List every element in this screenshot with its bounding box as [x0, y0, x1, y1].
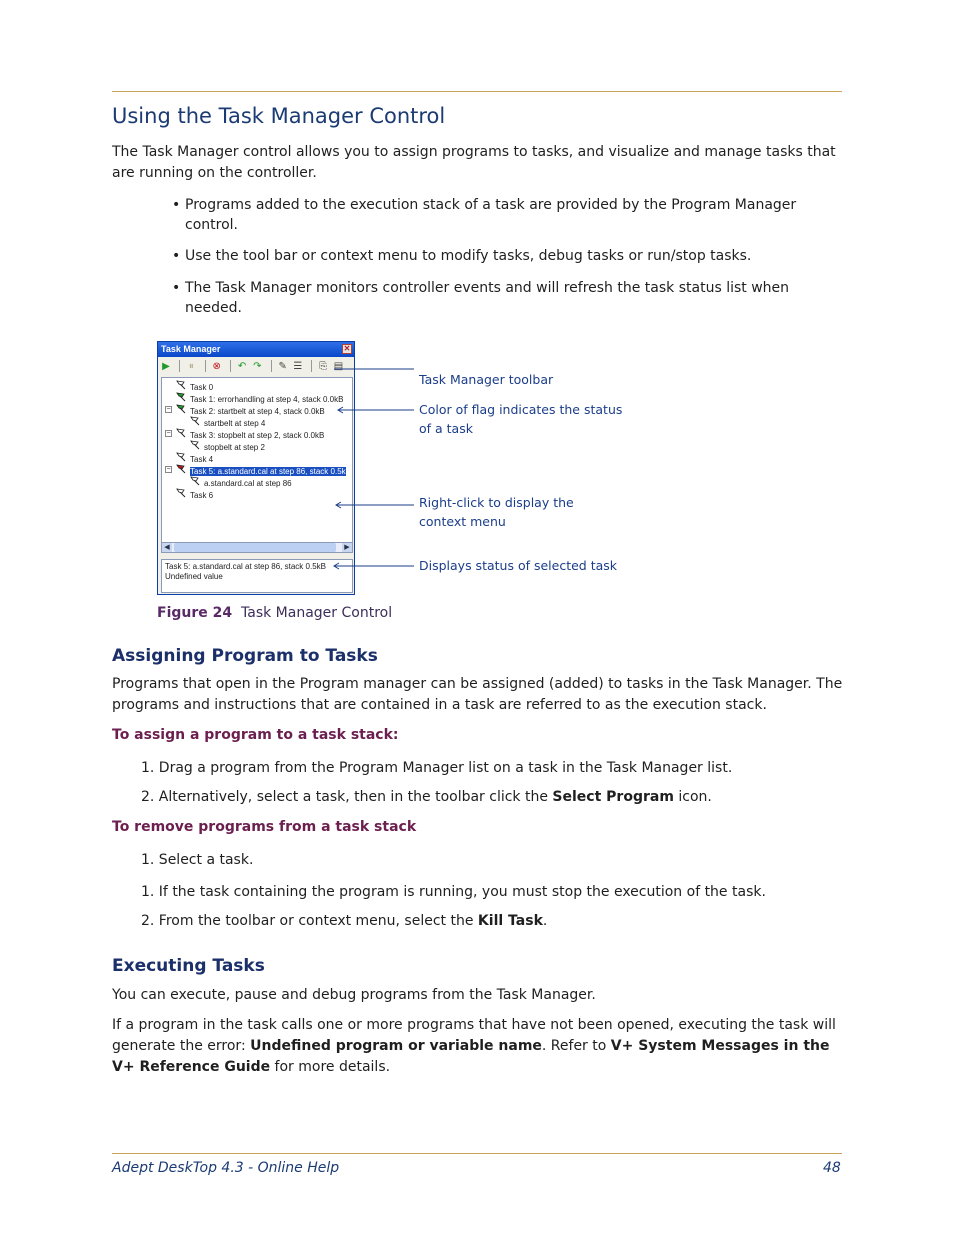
flag-icon	[176, 488, 188, 501]
body-text: If a program in the task calls one or more programs that have not been opened, executing the task will generate the error:	[112, 1017, 836, 1054]
step-item	[141, 787, 712, 807]
task-list-icon[interactable]: ☰	[293, 361, 303, 372]
figure-caption	[157, 605, 392, 621]
step-item: 1. Drag a program from the Program Manager list on a task in the Task Manager list.	[141, 760, 733, 776]
task-label: Task 5: a.standard.cal at step 86, stack 0.5k	[190, 467, 346, 476]
task-stack-item[interactable]	[190, 476, 292, 487]
copy-icon[interactable]: ⎘	[319, 361, 328, 372]
callout-context-menu	[419, 493, 574, 531]
task-label: Task 2: startbelt at step 4, stack 0.0kB	[190, 407, 325, 416]
page-number: 48	[823, 1160, 841, 1176]
body-text: . Refer to	[541, 1038, 611, 1054]
task-label: Task 6	[190, 491, 214, 500]
kill-task-icon[interactable]: ✎	[278, 361, 287, 372]
task-tree[interactable]	[161, 377, 353, 543]
step-bold: Kill Task	[477, 913, 543, 929]
task-stack-item[interactable]	[190, 416, 265, 427]
assigning-paragraph: Programs that open in the Program manager can be assigned (added) to tasks in the Task Manager. The programs and instructions that are contained in a task are referred to as the execution stack.	[112, 676, 843, 713]
task-label: a.standard.cal at step 86	[204, 479, 292, 488]
bullet-dot: •	[172, 248, 181, 264]
toolbar-separator	[179, 360, 180, 372]
flag-icon	[176, 428, 188, 441]
section-heading-assigning: Assigning Program to Tasks	[112, 646, 378, 666]
step-text: 2. Alternatively, select a task, then in the toolbar click the	[141, 789, 553, 805]
scroll-right-icon[interactable]: ▶	[342, 543, 352, 552]
task-label: startbelt at step 4	[204, 419, 266, 428]
retry-icon[interactable]: ↶	[237, 361, 247, 372]
bullet-dot: •	[172, 197, 181, 213]
page-title: Using the Task Manager Control	[112, 104, 446, 128]
task-label: Task 0	[190, 383, 214, 392]
callout-text: Displays status of selected task	[419, 558, 618, 573]
task-row[interactable]	[176, 380, 213, 391]
executing-paragraph: You can execute, pause and debug programs from the Task Manager.	[112, 987, 596, 1003]
select-program-icon[interactable]: ▤	[333, 361, 344, 372]
bullet-dot: •	[172, 280, 181, 296]
toolbar-separator	[230, 360, 231, 372]
task-row[interactable]	[166, 464, 346, 476]
procedure-heading-remove: To remove programs from a task stack	[112, 819, 417, 835]
body-text: for more details.	[270, 1059, 391, 1075]
collapse-icon[interactable]: −	[166, 406, 171, 413]
scroll-thumb[interactable]	[174, 543, 336, 552]
pause-icon[interactable]: ⏸	[188, 361, 194, 372]
bullet-text: Use the tool bar or context menu to modify tasks, debug tasks or run/stop tasks.	[185, 248, 752, 264]
task-row[interactable]	[176, 392, 343, 403]
header-rule	[112, 91, 842, 92]
task-manager-toolbar	[161, 359, 351, 375]
step-item: 1. Select a task.	[141, 852, 254, 868]
scroll-left-icon[interactable]: ◀	[162, 543, 172, 552]
task-row[interactable]	[176, 488, 213, 499]
window-title: Task Manager	[161, 344, 221, 354]
proceed-icon[interactable]: ↷	[253, 361, 262, 372]
step-text: .	[542, 913, 548, 929]
callout-text: Task Manager toolbar	[419, 372, 554, 387]
horizontal-scrollbar[interactable]	[161, 542, 353, 553]
callout-lines	[330, 360, 420, 575]
callout-text: Right-click to display the	[419, 495, 574, 510]
status-line: Task 5: a.standard.cal at step 86, stack 0.5kB	[165, 562, 326, 571]
step-item: 1. If the task containing the program is running, you must stop the execution of the task.	[141, 884, 766, 900]
footer-title: Adept DeskTop 4.3 - Online Help	[112, 1160, 340, 1176]
section-heading-executing: Executing Tasks	[112, 956, 265, 976]
collapse-icon[interactable]: −	[166, 466, 171, 473]
callout-text: of a task	[419, 421, 473, 436]
task-label: Task 4	[190, 455, 214, 464]
bullet-item	[172, 195, 825, 235]
step-bold: Select Program	[552, 789, 674, 805]
executing-paragraph	[112, 1015, 847, 1078]
step-text: 2. From the toolbar or context menu, select the	[141, 913, 478, 929]
toolbar-separator	[271, 360, 272, 372]
abort-icon[interactable]: ⊗	[212, 361, 221, 372]
callout-status	[419, 556, 617, 575]
callout-toolbar	[419, 370, 553, 389]
task-status-box	[161, 559, 353, 593]
task-label: stopbelt at step 2	[204, 443, 265, 452]
task-label: Task 3: stopbelt at step 2, stack 0.0kB	[190, 431, 325, 440]
task-row[interactable]	[166, 428, 325, 440]
close-icon[interactable]: ✕	[343, 344, 351, 353]
error-name: Undefined program or variable name	[250, 1038, 542, 1054]
toolbar-separator	[311, 360, 312, 372]
footer-rule	[112, 1153, 842, 1154]
flag-icon	[176, 464, 188, 477]
callout-text: context menu	[419, 514, 506, 529]
procedure-heading-assign: To assign a program to a task stack:	[112, 727, 399, 743]
bullet-text: Programs added to the execution stack of a task are provided by the Program Manager control.	[185, 197, 797, 233]
toolbar-separator	[205, 360, 206, 372]
bullet-item	[172, 246, 825, 266]
status-line: Undefined value	[165, 572, 223, 581]
window-title-bar	[158, 342, 354, 357]
bullet-text: The Task Manager monitors controller events and will refresh the task status list when needed.	[185, 280, 790, 316]
bullet-item	[172, 278, 825, 318]
collapse-icon[interactable]: −	[166, 430, 171, 437]
task-row[interactable]	[176, 452, 213, 463]
task-label: Task 1: errorhandling at step 4, stack 0.0kB	[190, 395, 344, 404]
task-stack-item[interactable]	[190, 440, 265, 451]
callout-text: Color of flag indicates the status	[419, 402, 623, 417]
step-item	[141, 911, 547, 931]
step-text: icon.	[673, 789, 712, 805]
callout-flag	[419, 400, 622, 438]
intro-paragraph: The Task Manager control allows you to assign programs to tasks, and visualize and manage tasks that are running on the controller.	[112, 144, 836, 181]
reference-link: V+ System Messages in the V+ Reference Guide	[112, 1038, 830, 1075]
flag-icon	[176, 404, 188, 417]
figure-label: Figure 24	[157, 605, 233, 621]
task-manager-window	[157, 341, 355, 595]
task-row[interactable]	[166, 404, 325, 416]
run-icon[interactable]: ▶	[162, 361, 170, 372]
figure-caption-text: Task Manager Control	[241, 605, 393, 621]
